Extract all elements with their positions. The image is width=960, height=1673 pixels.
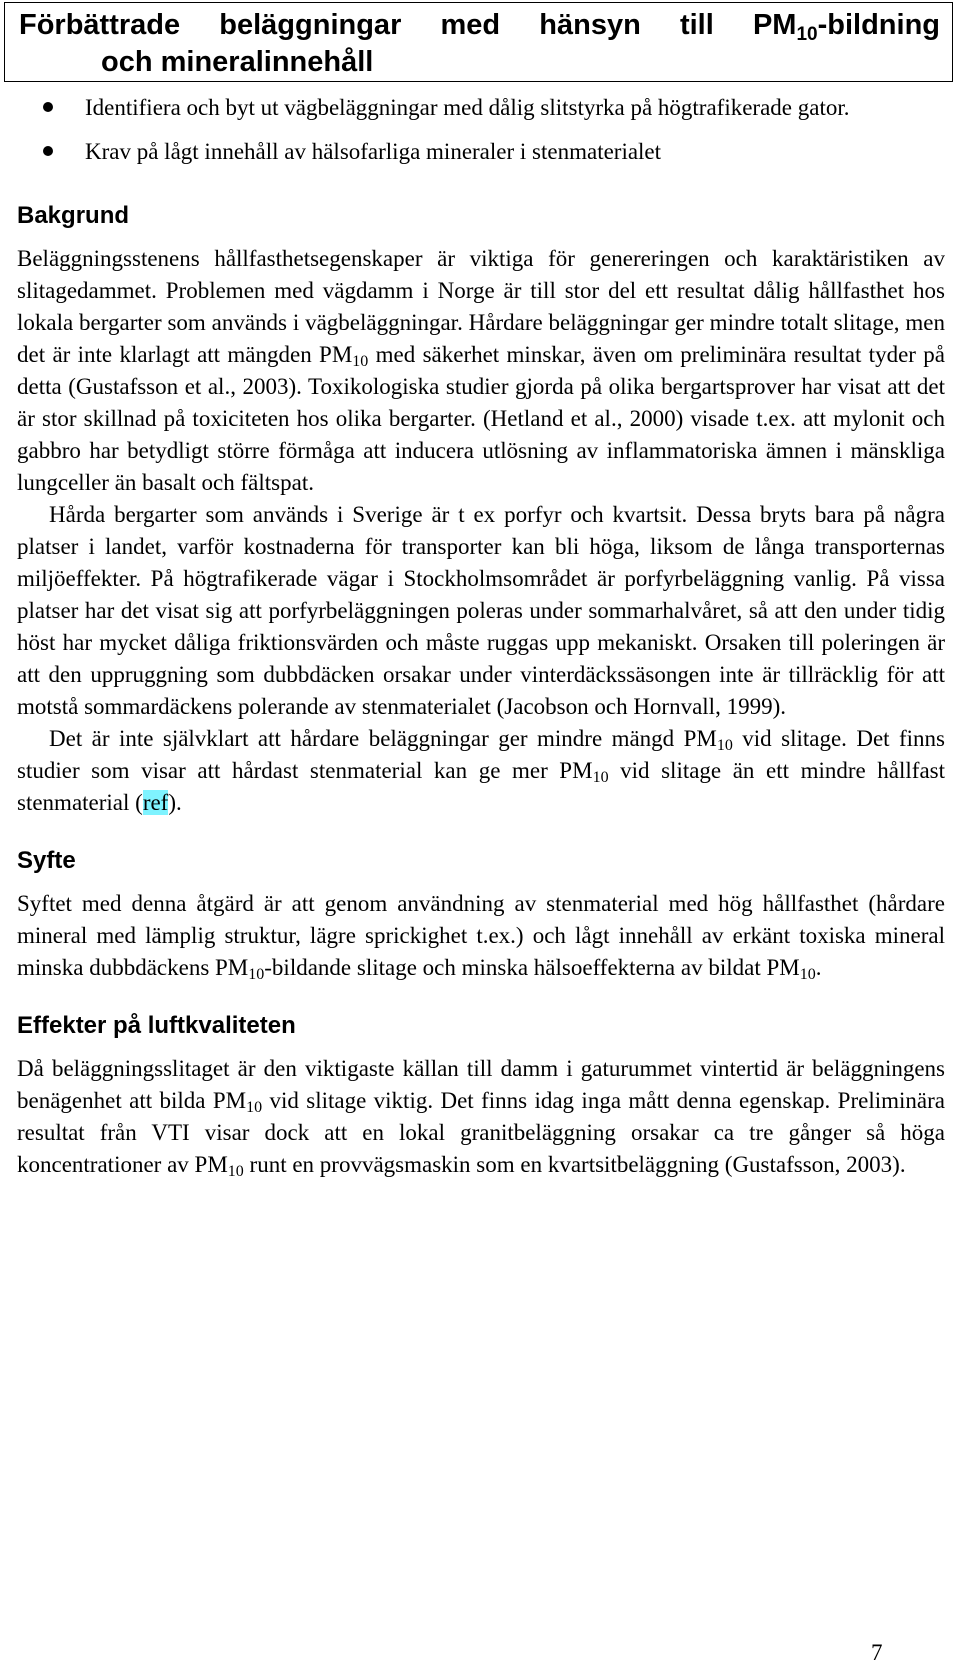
text-run: -bildande slitage och minska hälsoeffekterna av bildat PM: [264, 955, 800, 980]
title-line-1: [19, 7, 940, 44]
bullet-item: Krav på lågt innehåll av hälsofarliga mineraler i stenmaterialet: [17, 136, 945, 168]
subscript: 10: [716, 737, 733, 754]
subscript: 10: [227, 1163, 244, 1180]
title-line-2: och mineralinnehåll: [101, 46, 374, 78]
text-run: Beläggningsstenens hållfasthetsegenskaper är viktiga för genereringen och karaktäristiken av slitagedammet. Problemen med vägdamm i Norge är till stor del ett resultat dålig hållfasthet hos lokala bergarter som används i vägbeläggningar. Hårdare beläggningar ger mindre totalt slitage, men det är inte klarlagt att mängden PM: [17, 246, 945, 367]
title-box: [4, 2, 953, 82]
page-number: 7: [871, 1640, 883, 1665]
text-run: med säkerhet minskar, även om preliminära resultat tyder på detta (Gustafsson et al., 2003). Toxikologiska studier gjorda på olika bergartsprover har visat att det är stor skillnad på toxiciteten hos olika bergarter. (Hetland et al., 2000) visade t.ex. att mylonit och gabbro har betydligt större förmåga att inducera utlösning av inflammatoriska ämnen i mänskliga lungceller än basalt och fältspat.: [17, 342, 945, 495]
title-text-end: -bildning: [817, 9, 940, 41]
text-run: vid slitage viktig. Det finns idag inga mått denna egenskap. Preliminära resultat från VTI visar dock att en lokal granitbeläggning orsakar ca tre gånger så höga koncentrationer av PM: [17, 1088, 945, 1177]
subscript: 10: [799, 966, 816, 983]
paragraph-effekter: [17, 1053, 945, 1181]
text-run: Det är inte självklart att hårdare beläggningar ger mindre mängd PM: [49, 726, 717, 751]
subscript: 10: [352, 353, 369, 370]
title-text: Förbättrade beläggningar med hänsyn till PM: [19, 9, 797, 41]
subscript: 10: [246, 1099, 263, 1116]
bullet-item: Identifiera och byt ut vägbeläggningar med dålig slitstyrka på högtrafikerade gator.: [17, 92, 945, 124]
text-run: ).: [168, 790, 182, 815]
paragraph-bakgrund-1: [17, 243, 945, 499]
section-heading-effekter: Effekter på luftkvaliteten: [17, 1012, 296, 1039]
highlighted-ref: ref: [142, 790, 169, 815]
text-run: vid slitage. Det finns studier som visar att hårdast stenmaterial kan ge mer PM: [17, 726, 945, 783]
text-run: vid slitage än ett mindre hållfast stenmaterial (: [17, 758, 945, 815]
title-subscript: 10: [796, 24, 818, 45]
section-heading-syfte: Syfte: [17, 847, 76, 874]
subscript: 10: [592, 769, 609, 786]
text-run: Syftet med denna åtgärd är att genom användning av stenmaterial med hög hållfasthet (hårdare mineral med lämplig struktur, lägre sprickighet t.ex.) och lågt innehåll av erkänt toxiska mineral minska dubbdäckens PM: [17, 891, 945, 980]
text-run: runt en provvägsmaskin som en kvartsitbeläggning (Gustafsson, 2003).: [243, 1152, 906, 1177]
bullet-list: [17, 92, 945, 168]
paragraph-bakgrund-3: [17, 723, 945, 819]
paragraph-bakgrund-2: Hårda bergarter som används i Sverige är t ex porfyr och kvartsit. Dessa bryts bara på några platser i landet, varför kostnaderna för transporter kan bli höga, liksom de långa transporternas miljöeffekter. På högtrafikerade vägar i Stockholmsområdet är porfyrbeläggning vanlig. På vissa platser har det visat sig att porfyrbeläggningen poleras under sommarhalvåret, så att den under tidig höst har mycket dåliga friktionsvärden och måste ruggas upp mekaniskt. Orsaken till poleringen är att den uppruggning som dubbdäcken orsakar under vinterdäckssäsongen inte är tillräcklig för att motstå sommardäckens polerande av stenmaterialet (Jacobson och Hornvall, 1999).: [17, 502, 945, 719]
content-body: [17, 92, 945, 1181]
subscript: 10: [248, 966, 265, 983]
paragraph-syfte: [17, 888, 945, 984]
section-heading-bakgrund: Bakgrund: [17, 202, 130, 229]
text-run: .: [815, 955, 822, 980]
text-run: Då beläggningsslitaget är den viktigaste källan till damm i gaturummet vintertid är beläggningens benägenhet att bilda PM: [17, 1056, 945, 1113]
